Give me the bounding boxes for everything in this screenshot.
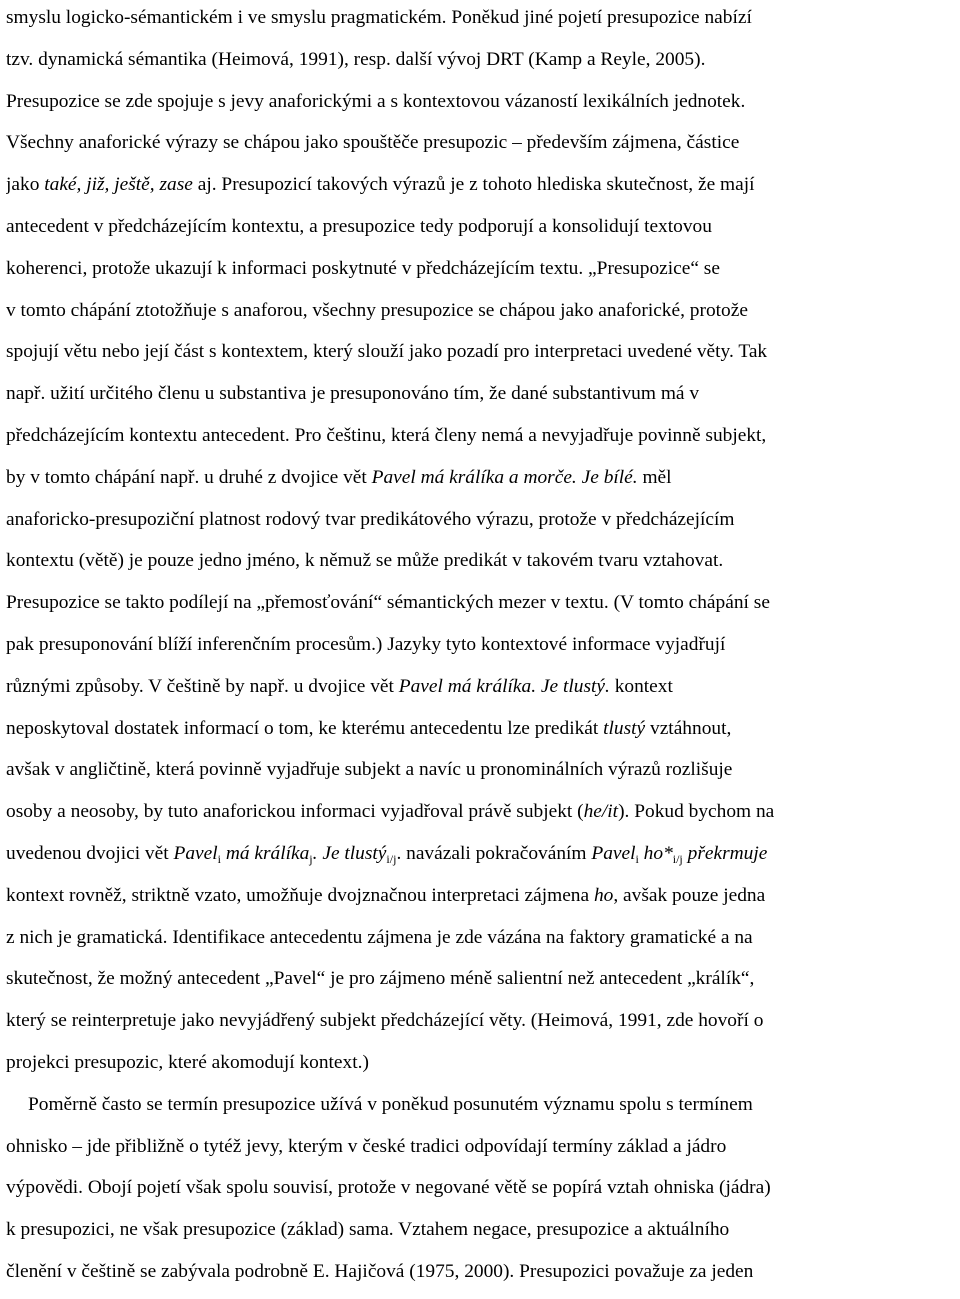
text-segment: avšak v angličtině, která povinně vyjadřuje subjekt a navíc u pronominálních výrazů rozlišuje — [6, 759, 733, 781]
italic-segment: Pavel — [173, 842, 218, 864]
text-line — [6, 3, 958, 45]
text-segment: Presupozice se zde spojuje s jevy anaforickými a s kontextovou vázaností lexikálních jednotek. — [6, 90, 746, 112]
text-segment: aj. Presupozicí takových výrazů je z tohoto hlediska skutečnost, že mají — [192, 174, 755, 196]
text-segment: , avšak pouze jedna — [613, 884, 766, 906]
text-line — [6, 1215, 958, 1257]
text-line — [6, 87, 958, 129]
text-segment: anaforicko-presupoziční platnost rodový tvar predikátového výrazu, protože v předcházejícím — [6, 508, 735, 530]
text-segment: skutečnost, že možný antecedent „Pavel“ je pro zájmeno méně salientní než antecedent „králík“, — [6, 968, 755, 990]
text-segment: uvedenou dvojici vět — [6, 842, 174, 864]
text-line — [6, 964, 958, 1006]
text-segment: . navázali pokračováním — [396, 842, 592, 864]
italic-segment: . Je tlustý — [312, 842, 387, 864]
text-segment: Všechny anaforické výrazy se chápou jako spouštěče presupozic – především zájmena, částice — [6, 132, 740, 154]
text-line — [6, 630, 958, 672]
text-segment: spojují větu nebo její část s kontextem, který slouží jako pozadí pro interpretaci uvedené věty. Tak — [6, 341, 768, 363]
text-segment: různými způsoby. V češtině by např. u dvojice vět — [6, 675, 399, 697]
text-line — [6, 421, 958, 463]
text-line — [6, 379, 958, 421]
subscript-index: i — [635, 851, 639, 866]
text-segment: kontext — [609, 675, 673, 697]
text-segment: Presupozice se takto podílejí na „přemosťování“ sémantických mezer v textu. (V tomto chápání se — [6, 592, 770, 614]
text-line — [6, 1132, 958, 1174]
text-segment: z nich je gramatická. Identifikace antecedentu zájmena je zde vázána na faktory gramatické a na — [6, 926, 753, 948]
text-segment: projekci presupozic, které akomodují kontext.) — [6, 1051, 369, 1073]
text-line — [6, 546, 958, 588]
text-line — [6, 45, 958, 87]
text-line — [6, 923, 958, 965]
italic-segment: má králíka — [220, 842, 310, 864]
text-segment: výpovědi. Obojí pojetí však spolu souvisí, protože v negované větě se popírá vztah ohniska (jádra) — [6, 1177, 771, 1199]
text-segment: smyslu logicko-sémantickém i ve smyslu pragmatickém. Poněkud jiné pojetí presupozice nabízí — [6, 7, 752, 28]
subscript-index: i/j — [386, 851, 397, 866]
text-line — [6, 128, 958, 170]
text-line — [6, 797, 958, 839]
text-line — [6, 588, 958, 630]
text-segment: antecedent v předcházejícím kontextu, a presupozice tedy podporují a konsolidují textovou — [6, 215, 712, 237]
text-line — [6, 1257, 958, 1299]
text-segment: tzv. dynamická sémantika (Heimová, 1991), resp. další vývoj DRT (Kamp a Reyle, 2005). — [6, 48, 706, 70]
text-line — [6, 463, 958, 505]
italic-segment: Pavel — [591, 842, 636, 864]
text-segment: např. užití určitého členu u substantiva je presuponováno tím, že dané substantivum má v — [6, 383, 700, 405]
text-line — [6, 212, 958, 254]
subscript-index: j — [309, 851, 313, 866]
text-line — [6, 296, 958, 338]
italic-segment: ho* — [638, 842, 673, 864]
text-line — [6, 1090, 958, 1132]
text-segment: jako — [6, 174, 45, 196]
italic-segment: také, již, ještě, zase — [44, 174, 193, 196]
italic-segment: he/it — [583, 801, 619, 823]
text-segment: koherenci, protože ukazují k informaci poskytnuté v předcházejícím textu. „Presupozice“ se — [6, 257, 720, 279]
text-segment: vztáhnout, — [645, 717, 732, 739]
italic-segment: tlustý — [603, 717, 646, 739]
text-segment: v tomto chápání ztotožňuje s anaforou, všechny presupozice se chápou jako anaforické, protože — [6, 299, 748, 321]
text-segment: k presupozici, ne však presupozice (základ) sama. Vztahem negace, presupozice a aktuálního — [6, 1219, 730, 1241]
text-segment: pak presuponování blíží inferenčním procesům.) Jazyky tyto kontextové informace vyjadřují — [6, 633, 726, 655]
text-segment: ohnisko – jde přibližně o tytéž jevy, kterým v české tradici odpovídají termíny základ a jádro — [6, 1135, 727, 1157]
text-segment: ). Pokud bychom na — [618, 801, 775, 823]
text-line — [6, 1048, 958, 1090]
text-line — [6, 1006, 958, 1048]
text-line — [6, 714, 958, 756]
text-line — [6, 672, 958, 714]
subscript-index: i — [217, 851, 221, 866]
subscript-index: i/j — [672, 851, 683, 866]
text-segment: členění v češtině se zabývala podrobně E. Hajičová (1975, 2000). Presupozici považuje za jeden — [6, 1260, 754, 1282]
text-segment: měl — [637, 466, 672, 488]
text-line — [6, 170, 958, 212]
text-line — [6, 1173, 958, 1215]
text-segment: by v tomto chápání např. u druhé z dvojice vět — [6, 466, 372, 488]
text-segment: předcházejícím kontextu antecedent. Pro češtinu, která členy nemá a nevyjadřuje povinně subjekt, — [6, 424, 767, 446]
italic-segment: ho — [593, 884, 614, 906]
text-line — [6, 254, 958, 296]
text-segment: kontext rovněž, striktně vzato, umožňuje dvojznačnou interpretaci zájmena — [6, 884, 594, 906]
italic-segment: Pavel má králíka. Je tlustý. — [398, 675, 610, 697]
text-segment: který se reinterpretuje jako nevyjádřený subjekt předcházející věty. (Heimová, 1991, zde hovoří o — [6, 1010, 764, 1032]
document-page — [6, 3, 958, 1299]
italic-segment: Pavel má králíka a morče. Je bílé. — [371, 466, 638, 488]
text-segment: Poměrně často se termín presupozice užívá v poněkud posunutém významu spolu s termínem — [28, 1093, 753, 1115]
text-line — [6, 755, 958, 797]
text-line — [6, 505, 958, 547]
text-line — [6, 839, 958, 881]
text-line — [6, 881, 958, 923]
italic-segment: překrmuje — [682, 842, 768, 864]
text-line — [6, 337, 958, 379]
text-segment: kontextu (větě) je pouze jedno jméno, k němuž se může predikát v takovém tvaru vztahovat. — [6, 550, 724, 572]
text-segment: neposkytoval dostatek informací o tom, ke kterému antecedentu lze predikát — [6, 717, 604, 739]
text-segment: osoby a neosoby, by tuto anaforickou informaci vyjadřoval právě subjekt ( — [6, 801, 584, 823]
